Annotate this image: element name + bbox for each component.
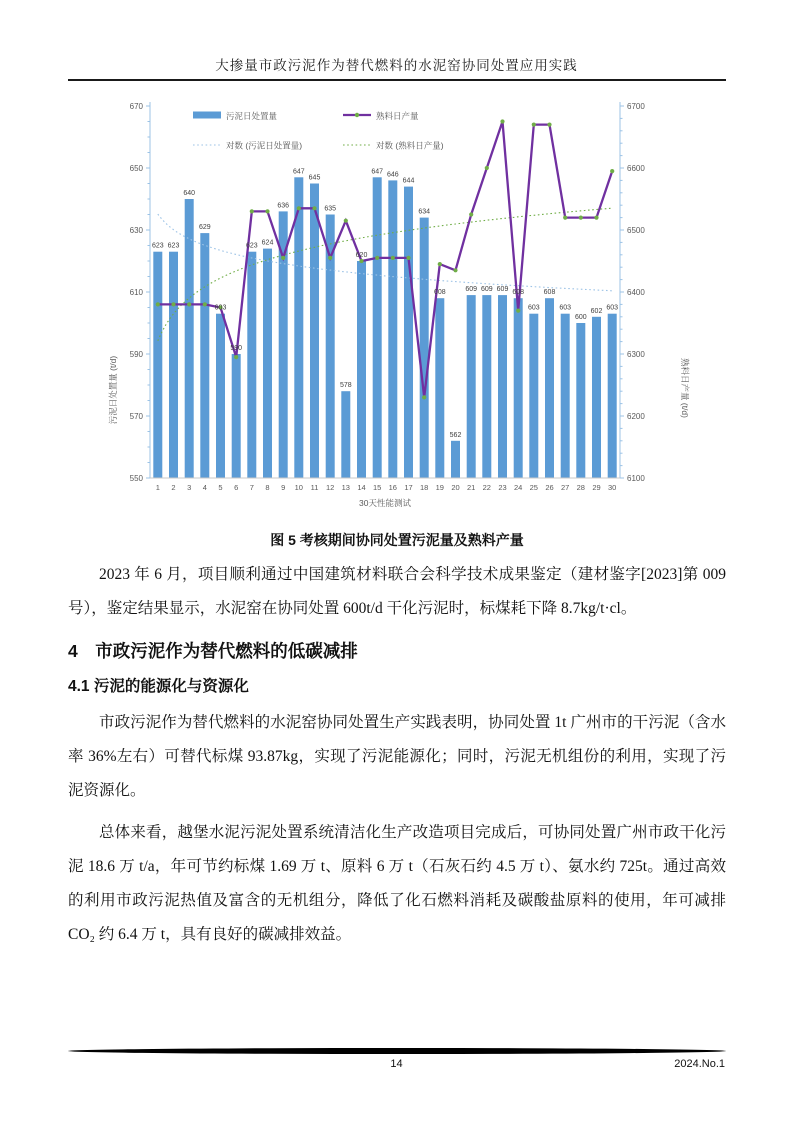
bar-label-day-15: 647 bbox=[371, 168, 384, 176]
x-tick-20: 20 bbox=[451, 483, 460, 492]
bar-day-5 bbox=[216, 314, 225, 478]
x-tick-28: 28 bbox=[576, 483, 585, 492]
legend-label-log-clinker: 对数 (熟料日产量) bbox=[376, 140, 444, 151]
marker-day-3 bbox=[187, 302, 191, 306]
x-tick-5: 5 bbox=[218, 483, 223, 492]
x-tick-7: 7 bbox=[249, 483, 254, 492]
bar-label-day-1: 623 bbox=[151, 242, 164, 250]
x-tick-19: 19 bbox=[435, 483, 444, 492]
x-axis-title: 30天性能测试 bbox=[359, 498, 411, 508]
marker-day-6 bbox=[234, 355, 238, 359]
marker-day-24 bbox=[516, 309, 520, 313]
x-tick-30: 30 bbox=[608, 483, 617, 492]
bar-label-day-11: 645 bbox=[308, 174, 321, 182]
x-tick-22: 22 bbox=[482, 483, 491, 492]
x-axis bbox=[150, 478, 620, 508]
legend-label-log-sludge: 对数 (污泥日处置量) bbox=[226, 140, 303, 151]
marker-day-18 bbox=[422, 395, 426, 399]
x-tick-24: 24 bbox=[514, 483, 523, 492]
x-tick-4: 4 bbox=[202, 483, 207, 492]
bar-day-25 bbox=[529, 314, 538, 478]
bar-day-10 bbox=[294, 177, 303, 478]
x-tick-3: 3 bbox=[187, 483, 192, 492]
x-tick-8: 8 bbox=[265, 483, 270, 492]
svg-text:6500: 6500 bbox=[627, 225, 645, 235]
clinker-line bbox=[158, 122, 612, 398]
x-tick-18: 18 bbox=[420, 483, 429, 492]
x-tick-12: 12 bbox=[326, 483, 335, 492]
marker-day-22 bbox=[485, 166, 489, 170]
bar-label-day-22: 609 bbox=[480, 286, 493, 294]
bar-label-day-23: 609 bbox=[496, 286, 509, 294]
figure-5-caption: 图 5 考核期间协同处置污泥量及熟料产量 bbox=[270, 532, 524, 548]
bar-label-day-25: 603 bbox=[527, 304, 540, 312]
bar-day-1 bbox=[153, 252, 162, 478]
bar-label-day-28: 600 bbox=[574, 314, 587, 321]
bar-label-day-5: 603 bbox=[214, 304, 227, 312]
bar-label-day-4: 629 bbox=[198, 224, 211, 232]
legend-swatch-sludge-bar bbox=[193, 112, 221, 119]
bar-label-day-9: 636 bbox=[277, 202, 290, 210]
bar-day-22 bbox=[482, 295, 491, 478]
figure-5-chart bbox=[78, 90, 730, 526]
x-tick-16: 16 bbox=[388, 483, 397, 492]
marker-day-13 bbox=[344, 219, 348, 223]
bar-day-18 bbox=[420, 218, 429, 478]
x-tick-9: 9 bbox=[281, 483, 286, 492]
bar-day-6 bbox=[232, 354, 241, 478]
running-header-title: 大掺量市政污泥作为替代燃料的水泥窑协同处置应用实践 bbox=[215, 58, 578, 73]
x-tick-27: 27 bbox=[561, 483, 570, 492]
left-axis-title: 污泥日处置量 (t/d) bbox=[108, 355, 118, 425]
bar-label-day-24: 608 bbox=[512, 289, 525, 297]
page-number: 14 bbox=[390, 1058, 403, 1070]
bar-day-14 bbox=[357, 261, 366, 478]
sludge-clinker-chart bbox=[78, 90, 730, 526]
bar-label-day-14: 620 bbox=[355, 252, 368, 259]
bar-label-day-7: 623 bbox=[245, 242, 258, 250]
chart-legend bbox=[193, 111, 444, 151]
marker-day-20 bbox=[453, 268, 457, 272]
marker-day-30 bbox=[610, 169, 614, 173]
bar-label-day-20: 562 bbox=[449, 431, 462, 439]
marker-day-27 bbox=[563, 216, 567, 220]
marker-day-1 bbox=[156, 302, 160, 306]
x-tick-23: 23 bbox=[498, 483, 507, 492]
marker-day-21 bbox=[469, 212, 473, 216]
paragraph-energy-resource: 市政污泥作为替代燃料的水泥窑协同处置生产实践表明，协同处置 1t 广州市的干污泥（含水率 36%左右）可替代标煤 93.87kg，实现了污泥能源化；同时，污泥无机组份的利用，实现了污泥资源化。 bbox=[68, 714, 726, 799]
svg-text:570: 570 bbox=[129, 411, 143, 421]
bar-day-21 bbox=[467, 295, 476, 478]
bar-day-26 bbox=[545, 298, 554, 478]
marker-day-17 bbox=[406, 256, 410, 260]
marker-day-4 bbox=[203, 302, 207, 306]
bar-day-19 bbox=[435, 298, 444, 478]
issue-number: 2024.No.1 bbox=[674, 1058, 725, 1070]
left-axis bbox=[108, 102, 150, 483]
marker-day-26 bbox=[547, 123, 551, 127]
marker-day-15 bbox=[375, 256, 379, 260]
x-tick-1: 1 bbox=[155, 483, 160, 492]
bar-day-28 bbox=[576, 323, 585, 478]
bar-day-8 bbox=[263, 249, 272, 478]
marker-day-10 bbox=[297, 206, 301, 210]
x-tick-29: 29 bbox=[592, 483, 601, 492]
svg-text:6400: 6400 bbox=[627, 287, 645, 297]
bar-label-day-30: 603 bbox=[606, 304, 619, 312]
x-tick-14: 14 bbox=[357, 483, 366, 492]
marker-day-25 bbox=[532, 123, 536, 127]
svg-text:6600: 6600 bbox=[627, 163, 645, 173]
x-tick-6: 6 bbox=[234, 483, 239, 492]
marker-day-11 bbox=[312, 206, 316, 210]
bar-label-day-2: 623 bbox=[167, 242, 180, 250]
x-tick-17: 17 bbox=[404, 483, 413, 492]
bar-day-23 bbox=[498, 295, 507, 478]
x-tick-11: 11 bbox=[310, 483, 319, 492]
bar-day-3 bbox=[185, 199, 194, 478]
bar-label-day-27: 603 bbox=[559, 304, 572, 312]
x-tick-15: 15 bbox=[373, 483, 382, 492]
bar-label-day-12: 635 bbox=[324, 205, 337, 213]
bar-day-13 bbox=[341, 391, 350, 478]
legend-label-sludge: 污泥日处置量 bbox=[226, 111, 278, 121]
bar-day-24 bbox=[514, 298, 523, 478]
marker-day-16 bbox=[391, 256, 395, 260]
right-axis-title: 熟料日产量 (t/d) bbox=[680, 358, 690, 418]
bar-day-15 bbox=[373, 177, 382, 478]
bar-day-12 bbox=[326, 215, 335, 479]
marker-day-2 bbox=[171, 302, 175, 306]
svg-text:650: 650 bbox=[129, 163, 143, 173]
section-4-heading: 4 市政污泥作为替代燃料的低碳减排 bbox=[68, 641, 358, 661]
bar-day-20 bbox=[451, 441, 460, 478]
bar-label-day-26: 608 bbox=[543, 289, 556, 297]
bar-label-day-10: 647 bbox=[292, 168, 305, 176]
marker-day-23 bbox=[500, 119, 504, 123]
marker-day-29 bbox=[594, 216, 598, 220]
svg-text:630: 630 bbox=[129, 225, 143, 235]
paragraph-appraisal: 2023 年 6 月，项目顺利通过中国建筑材料联合会科学技术成果鉴定（建材鉴字[2023]第 009 号），鉴定结果显示，水泥窑在协同处置 600t/d 干化污泥时，标煤耗下降 8.7kg/t·cl。 bbox=[68, 566, 726, 617]
header-rule bbox=[68, 79, 726, 81]
bar-day-11 bbox=[310, 184, 319, 479]
right-axis bbox=[620, 102, 690, 483]
bar-label-day-17: 644 bbox=[402, 177, 415, 185]
svg-text:670: 670 bbox=[129, 101, 143, 111]
bar-day-27 bbox=[561, 314, 570, 478]
bar-label-day-21: 609 bbox=[465, 286, 478, 294]
bar-label-day-3: 640 bbox=[183, 190, 196, 197]
bar-label-day-16: 646 bbox=[386, 171, 399, 179]
svg-text:590: 590 bbox=[129, 349, 143, 359]
x-tick-10: 10 bbox=[294, 483, 303, 492]
bar-label-day-19: 608 bbox=[433, 289, 446, 297]
svg-text:610: 610 bbox=[129, 287, 143, 297]
x-tick-13: 13 bbox=[341, 483, 350, 492]
bar-day-16 bbox=[388, 180, 397, 478]
marker-day-28 bbox=[579, 216, 583, 220]
svg-text:6200: 6200 bbox=[627, 411, 645, 421]
marker-day-12 bbox=[328, 256, 332, 260]
marker-day-14 bbox=[359, 259, 363, 263]
paragraph-carbon-reduction: 总体来看，越堡水泥污泥处置系统清洁化生产改造项目完成后，可协同处置广州市政干化污泥 18.6 万 t/a，年可节约标煤 1.69 万 t、原料 6 万 t（石灰石约 4.5 万 t）、氨水约 725t。通过高效的利用市政污泥热值及富含的无机组分，降低了化石燃料消耗及碳酸盐原料的使用，年可减排 CO₂ 约 6.4 万 t，具有良好的碳减排效益。 bbox=[68, 824, 726, 943]
marker-day-8 bbox=[265, 209, 269, 213]
x-tick-2: 2 bbox=[171, 483, 176, 492]
marker-day-9 bbox=[281, 256, 285, 260]
page-content bbox=[68, 524, 726, 952]
x-tick-25: 25 bbox=[529, 483, 538, 492]
x-tick-26: 26 bbox=[545, 483, 554, 492]
bar-label-day-8: 624 bbox=[261, 239, 274, 247]
bar-label-day-13: 578 bbox=[339, 382, 352, 390]
bar-day-29 bbox=[592, 317, 601, 478]
svg-text:6100: 6100 bbox=[627, 473, 645, 483]
x-tick-21: 21 bbox=[467, 483, 476, 492]
bar-day-4 bbox=[200, 233, 209, 478]
legend-label-clinker: 熟料日产量 bbox=[376, 111, 419, 121]
bar-label-day-18: 634 bbox=[418, 208, 431, 216]
marker-day-19 bbox=[438, 262, 442, 266]
bar-day-30 bbox=[608, 314, 617, 478]
svg-text:6300: 6300 bbox=[627, 349, 645, 359]
marker-day-7 bbox=[250, 209, 254, 213]
bar-label-day-29: 602 bbox=[590, 307, 603, 315]
section-4-1-heading: 4.1 污泥的能源化与资源化 bbox=[68, 678, 249, 695]
footer-bar bbox=[68, 1048, 726, 1054]
svg-text:550: 550 bbox=[129, 473, 143, 483]
bar-label-day-6: 590 bbox=[230, 345, 243, 352]
bar-day-2 bbox=[169, 252, 178, 478]
svg-text:6700: 6700 bbox=[627, 101, 645, 111]
bar-day-7 bbox=[247, 252, 256, 478]
